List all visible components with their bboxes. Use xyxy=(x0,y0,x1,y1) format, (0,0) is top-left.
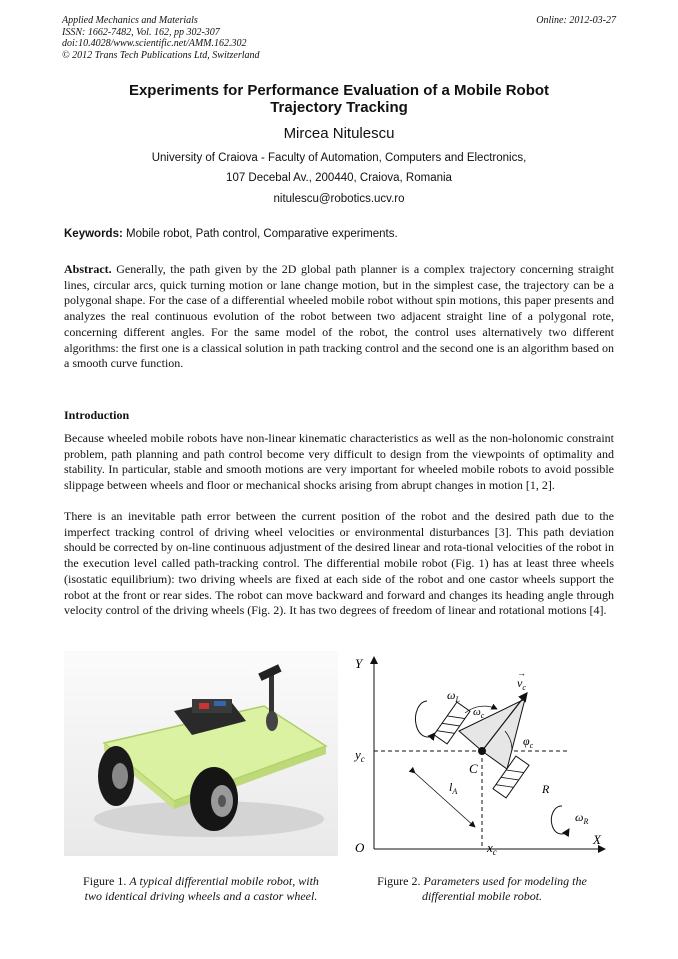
intro-paragraph-2: There is an inevitable path error between the current position of the robot and the desired path due to the imperfect tracking control of driving wheel velocities or environmental disturbances [3]. This path deviation should be corrected by on-line continuous adjustment of the desired linear and rota-tional velocities of the robot in the execution level called path-tracking control. The differential mobile robot (Fig. 1) has at least three wheels (isostatic equilibrium): two driving wheels are fixed at each side of the robot and one castor wheels support the robot at the front or rear sides. The robot can move backward and forward and changes its heading angle through velocity control of the driving wheels (Fig. 2). It has two degrees of freedom of linear and rotational motions [4]. xyxy=(64,509,614,618)
figure-2-diagram xyxy=(347,651,612,861)
issn: ISSN: 1662-7482, Vol. 162, pp 302-307 xyxy=(62,26,220,38)
x-axis-label: X xyxy=(593,832,601,847)
abstract-label: Abstract. xyxy=(64,262,112,276)
r-label: R xyxy=(542,782,550,796)
figure-2-caption xyxy=(352,874,612,904)
intro-heading: Introduction xyxy=(64,408,130,422)
xc-label: $x_c$ xyxy=(487,840,497,857)
figure-1-image xyxy=(64,651,338,856)
phi-label: $\varphi_c$ xyxy=(523,734,534,750)
omega-r-label: $\omega_R$ xyxy=(575,810,589,826)
figure-1-caption-line-2: two identical driving wheels and a castor wheel. xyxy=(84,889,318,903)
keywords-label: Keywords: xyxy=(64,228,123,240)
figure-1-caption xyxy=(60,874,342,904)
author: Mircea Nitulescu xyxy=(283,125,395,142)
journal-header xyxy=(62,15,260,61)
affiliation-line-2: 107 Decebal Av., 200440, Craiova, Romania xyxy=(226,172,452,184)
yc-label: $y_c$ xyxy=(355,747,365,764)
vc-label: $v_c$ xyxy=(517,676,526,692)
online-date: Online: 2012-03-27 xyxy=(536,15,616,26)
journal-name: Applied Mechanics and Materials xyxy=(62,15,198,26)
robot-parameter-diagram xyxy=(347,651,612,861)
omega-l-label: $\omega_L$ xyxy=(447,688,460,704)
paper-title xyxy=(60,82,618,116)
keywords-text: Mobile robot, Path control, Comparative experiments. xyxy=(126,228,398,240)
origin-label: O xyxy=(355,840,365,855)
omega-c-label: $\omega_c$ xyxy=(473,706,485,720)
keywords xyxy=(64,228,398,240)
email: nitulescu@robotics.ucv.ro xyxy=(273,193,405,205)
affiliation-line-1: University of Craiova - Faculty of Automation, Computers and Electronics, xyxy=(151,152,527,164)
robot-photo-illustration xyxy=(64,651,338,856)
figure-2-label: Figure 2. xyxy=(377,874,421,888)
abstract xyxy=(64,262,614,372)
y-axis-label: Y xyxy=(355,656,363,671)
figure-1-label: Figure 1. xyxy=(83,874,127,888)
title-line-2: Trajectory Tracking xyxy=(270,99,408,116)
figure-2-caption-line-2: differential mobile robot. xyxy=(421,889,543,903)
doi: doi:10.4028/www.scientific.net/AMM.162.302 xyxy=(62,38,247,49)
vc-overarrow: → xyxy=(517,668,526,678)
title-line-1: Experiments for Performance Evaluation of a Mobile Robot xyxy=(128,82,550,99)
copyright: © 2012 Trans Tech Publications Ltd, Switzerland xyxy=(62,49,260,61)
figure-2-caption-line-1: Parameters used for modeling the xyxy=(423,874,587,888)
abstract-text: Generally, the path given by the 2D global path planner is a complex trajectory concerning straight lines, circular arcs, quick turning motion or lane change motion, but in the simplest case, the trajectory can be a polygonal shape. For the case of a differential wheeled mobile robot without spin motions, this paper presents and analyzes the real continuous evolution of the robot between two adjacent straight line of a polygonal rote, concerning different angles. For the same model of the robot, the control uses alternatively two different algorithms: the first one is a classical solution in path tracking control and the second one is an algorithm based on a smooth curve function. xyxy=(64,262,614,371)
center-label: C xyxy=(469,761,478,776)
intro-paragraph-1: Because wheeled mobile robots have non-linear kinematic characteristics as well as the non-holonomic constraint problem, path planning and path control become very difficult to design from the viewpoints of optimality and stability. In particular, stable and smooth motions are very important for wheeled mobile robots to avoid possible slippage between wheels and floor or mechanical shocks arising from abrupt changes in motion [1, 2]. xyxy=(64,431,614,493)
la-label: $l_A$ xyxy=(449,780,458,796)
figure-1-caption-line-1: A typical differential mobile robot, with xyxy=(129,874,319,888)
